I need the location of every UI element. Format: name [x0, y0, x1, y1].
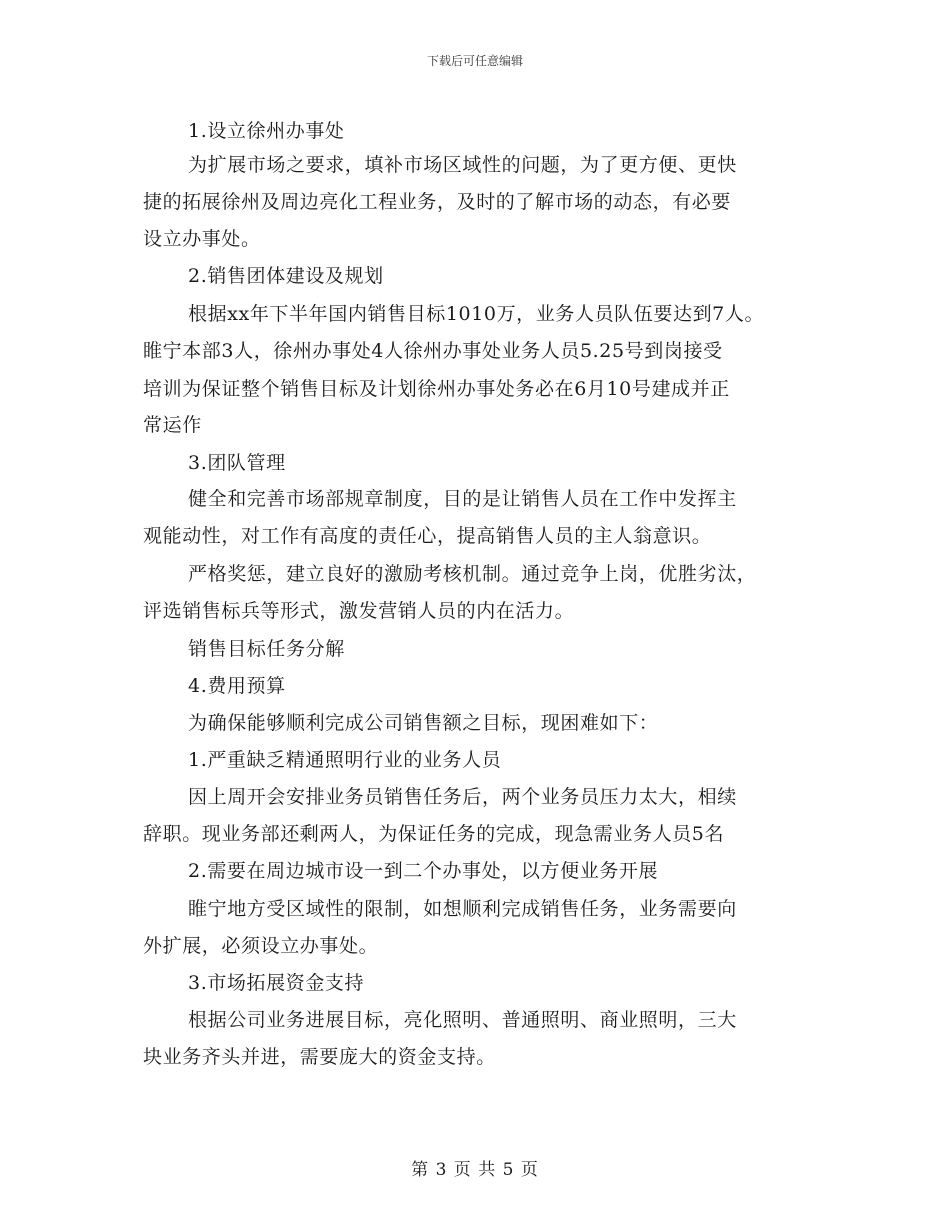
list-item-3: 3.市场拓展资金支持: [188, 972, 365, 994]
paragraph-line: 外扩展，必须设立办事处。: [143, 935, 379, 957]
paragraph-line: 为确保能够顺利完成公司销售额之目标，现困难如下：: [188, 712, 659, 734]
paragraph-line: 睢宁地方受区域性的限制，如想顺利完成销售任务，业务需要向: [188, 898, 737, 920]
list-item-1: 1.严重缺乏精通照明行业的业务人员: [188, 749, 502, 771]
paragraph-line: 根据xx年下半年国内销售目标1010万，业务人员队伍要达到7人。: [188, 303, 765, 325]
paragraph-line: 块业务齐头并进，需要庞大的资金支持。: [143, 1046, 496, 1068]
paragraph-line: 因上周开会安排业务员销售任务后，两个业务员压力太大，相续: [188, 786, 737, 808]
paragraph-line: 为扩展市场之要求，填补市场区域性的问题，为了更方便、更快: [188, 154, 737, 176]
page-header-note: 下载后可任意编辑: [426, 54, 523, 68]
paragraph-line: 常运作: [143, 414, 202, 436]
paragraph-line: 设立办事处。: [143, 228, 261, 250]
paragraph-line: 睢宁本部3人，徐州办事处4人徐州办事处业务人员5.25号到岗接受: [143, 340, 723, 362]
paragraph-line: 严格奖惩，建立良好的激励考核机制。通过竞争上岗，优胜劣汰，: [188, 563, 757, 585]
heading-1: 1.设立徐州办事处: [188, 120, 345, 142]
heading-2: 2.销售团体建设及规划: [188, 265, 384, 287]
paragraph-line: 辞职。现业务部还剩两人，为保证任务的完成，现急需业务人员5名: [143, 823, 725, 845]
heading-4: 4.费用预算: [188, 675, 286, 697]
list-item-2: 2.需要在周边城市设一到二个办事处，以方便业务开展: [188, 860, 659, 882]
paragraph-line: 健全和完善市场部规章制度，目的是让销售人员在工作中发挥主: [188, 488, 737, 510]
paragraph-line: 根据公司业务进展目标，亮化照明、普通照明、商业照明，三大: [188, 1009, 737, 1031]
heading-3: 3.团队管理: [188, 452, 286, 474]
paragraph-line: 观能动性，对工作有高度的责任心，提高销售人员的主人翁意识。: [143, 525, 712, 547]
page-number-footer: 第 3 页 共 5 页: [411, 1160, 539, 1180]
paragraph-line: 捷的拓展徐州及周边亮化工程业务，及时的了解市场的动态，有必要: [143, 191, 732, 213]
paragraph-line: 评选销售标兵等形式，激发营销人员的内在活力。: [143, 600, 575, 622]
paragraph-line: 培训为保证整个销售目标及计划徐州办事处务必在6月10号建成并正: [143, 378, 730, 400]
subheading: 销售目标任务分解: [188, 638, 345, 660]
